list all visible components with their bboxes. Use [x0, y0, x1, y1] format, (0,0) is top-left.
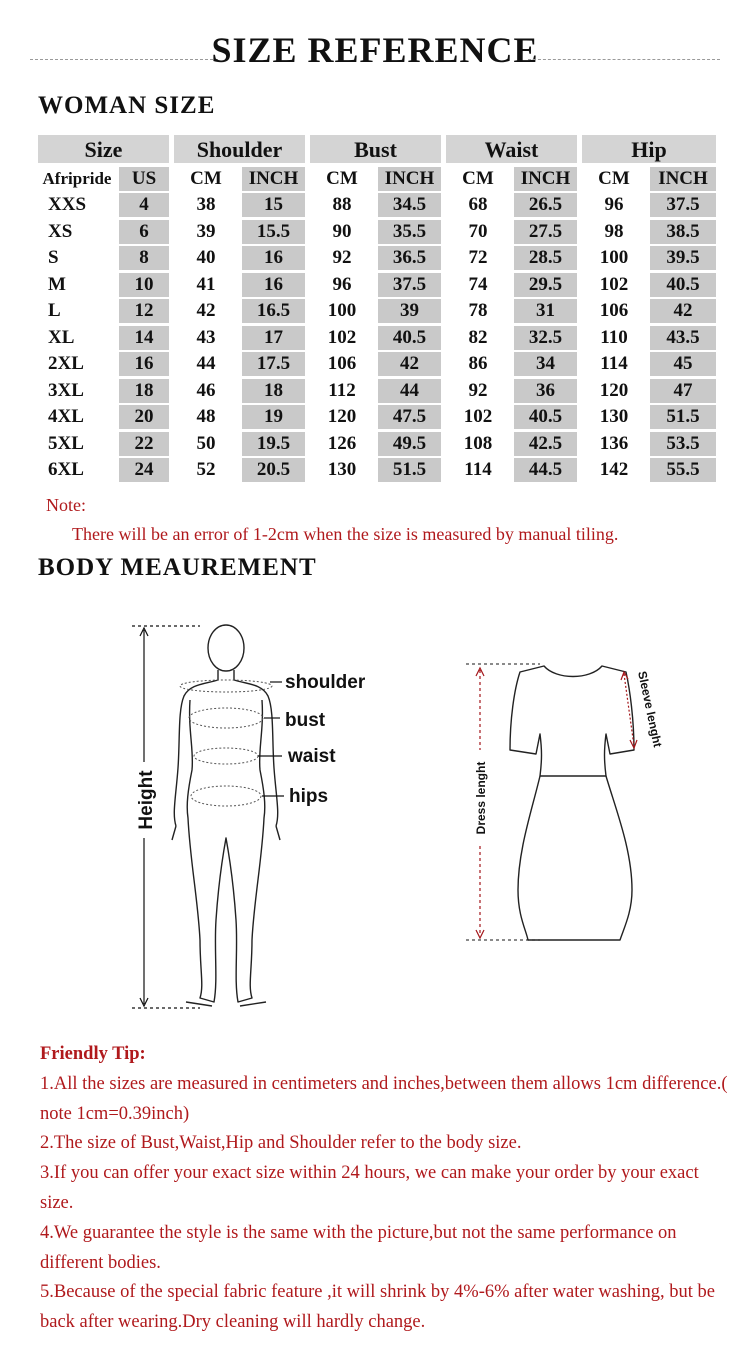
cell-waist-inch: 34: [514, 352, 577, 376]
bust-label: bust: [285, 710, 326, 731]
cell-shoulder-cm: 46: [196, 379, 216, 401]
cell-bust-inch: 39: [378, 299, 441, 323]
cell-waist-inch: 27.5: [514, 220, 577, 244]
cell-waist-inch: 29.5: [514, 273, 577, 297]
cell-hip-cm: 114: [600, 353, 628, 374]
cell-bust-inch: 44: [378, 379, 441, 403]
cell-waist-inch: 40.5: [514, 405, 577, 429]
cell-size: S: [48, 247, 59, 268]
header-bust: Bust: [310, 135, 441, 163]
cell-bust-cm: 130: [327, 459, 357, 480]
cell-shoulder-inch: 15: [242, 193, 305, 217]
cell-bust-cm: 92: [332, 247, 352, 268]
tips-title: Friendly Tip:: [40, 1044, 146, 1064]
table-row: [38, 379, 716, 403]
cell-us: 24: [119, 458, 169, 482]
cell-bust-cm: 126: [327, 432, 357, 454]
table-row: [38, 220, 716, 244]
cell-bust-inch: 42: [378, 352, 441, 376]
cell-hip-cm: 96: [604, 194, 624, 215]
cell-hip-inch: 55.5: [650, 458, 716, 482]
hips-label: hips: [289, 786, 329, 807]
measurement-figure: [0, 600, 750, 1020]
cell-shoulder-cm: 40: [196, 247, 216, 268]
cell-us: 22: [119, 432, 169, 456]
table-row: [38, 432, 716, 456]
body-silhouette: [172, 625, 280, 1006]
subheader-hip-inch: INCH: [650, 167, 716, 191]
cell-hip-cm: 136: [599, 432, 629, 454]
subheader-bust-cm: CM: [326, 168, 358, 189]
header-size: Size: [38, 135, 169, 163]
cell-bust-inch: 51.5: [378, 458, 441, 482]
subheader-shoulder-inch: INCH: [242, 167, 305, 191]
cell-waist-cm: 78: [468, 300, 488, 321]
cell-shoulder-inch: 19: [242, 405, 305, 429]
cell-shoulder-inch: 16: [242, 246, 305, 270]
size-table: [38, 135, 716, 480]
cell-waist-inch: 26.5: [514, 193, 577, 217]
cell-size: XXS: [48, 194, 87, 215]
cell-us: 10: [119, 273, 169, 297]
subheader-waist-cm: CM: [462, 168, 494, 189]
cell-size: 3XL: [48, 379, 84, 401]
page-title: SIZE REFERENCE: [211, 30, 539, 70]
header-shoulder: Shoulder: [174, 135, 305, 163]
cell-bust-inch: 36.5: [378, 246, 441, 270]
cell-size: 5XL: [48, 432, 84, 454]
cell-hip-inch: 42: [650, 299, 716, 323]
cell-size: 6XL: [48, 459, 84, 480]
cell-waist-inch: 36: [514, 379, 577, 403]
cell-bust-cm: 102: [327, 326, 357, 348]
cell-us: 12: [119, 299, 169, 323]
tip-1: 1.All the sizes are measured in centimeters and inches,between them allows 1cm difference.( note 1cm=0.39inch): [40, 1073, 728, 1124]
cell-hip-inch: 38.5: [650, 220, 716, 244]
cell-bust-cm: 120: [327, 406, 357, 427]
cell-size: XL: [48, 326, 75, 348]
cell-hip-cm: 120: [599, 379, 629, 401]
sleeve-length-label: Sleeve lenght: [635, 669, 665, 749]
cell-hip-inch: 53.5: [650, 432, 716, 456]
cell-shoulder-cm: 44: [196, 353, 216, 374]
cell-shoulder-inch: 16: [242, 273, 305, 297]
cell-shoulder-inch: 16.5: [242, 299, 305, 323]
subheader-shoulder-cm: CM: [190, 168, 222, 189]
cell-shoulder-inch: 20.5: [242, 458, 305, 482]
cell-bust-inch: 47.5: [378, 405, 441, 429]
cell-waist-cm: 82: [468, 326, 488, 348]
cell-shoulder-inch: 17.5: [242, 352, 305, 376]
tip-2: 2.The size of Bust,Waist,Hip and Shoulder refer to the body size.: [40, 1133, 522, 1154]
subheader-hip-cm: CM: [598, 168, 630, 189]
cell-bust-cm: 106: [327, 353, 357, 374]
friendly-tips: [40, 1040, 730, 1338]
cell-us: 8: [119, 246, 169, 270]
cell-bust-inch: 49.5: [378, 432, 441, 456]
cell-hip-cm: 98: [604, 220, 624, 242]
cell-shoulder-cm: 38: [196, 194, 216, 215]
table-row: [38, 326, 716, 350]
shoulder-label: shoulder: [285, 672, 366, 693]
waist-label: waist: [288, 746, 336, 767]
cell-waist-cm: 72: [468, 247, 488, 268]
cell-waist-cm: 108: [463, 432, 493, 454]
cell-us: 16: [119, 352, 169, 376]
note-label: Note:: [46, 495, 86, 515]
cell-size: M: [48, 273, 66, 295]
table-row: [38, 458, 716, 482]
cell-waist-cm: 70: [468, 220, 488, 242]
cell-bust-inch: 37.5: [378, 273, 441, 297]
cell-hip-inch: 45: [650, 352, 716, 376]
cell-size: 2XL: [48, 353, 84, 374]
cell-bust-inch: 34.5: [378, 193, 441, 217]
cell-hip-cm: 110: [600, 326, 628, 348]
cell-shoulder-inch: 17: [242, 326, 305, 350]
cell-bust-cm: 88: [332, 194, 352, 215]
cell-hip-inch: 51.5: [650, 405, 716, 429]
table-row: [38, 299, 716, 323]
woman-size-heading: WOMAN SIZE: [38, 92, 216, 119]
table-header-row: [38, 135, 716, 165]
cell-waist-cm: 86: [468, 353, 488, 374]
cell-shoulder-cm: 42: [196, 300, 216, 321]
note-text: There will be an error of 1-2cm when the size is measured by manual tiling.: [72, 524, 619, 544]
cell-us: 18: [119, 379, 169, 403]
subheader-us: US: [119, 167, 169, 191]
title-divider-right: [528, 59, 720, 60]
table-subheader-row: [38, 167, 716, 191]
table-row: [38, 405, 716, 429]
measure-lines: [180, 680, 272, 806]
cell-us: 6: [119, 220, 169, 244]
cell-waist-cm: 114: [464, 459, 492, 480]
cell-shoulder-cm: 43: [196, 326, 216, 348]
dress-length-label: Dress lenght: [474, 761, 488, 835]
cell-waist-inch: 31: [514, 299, 577, 323]
header-hip: Hip: [582, 135, 716, 163]
table-row: [38, 193, 716, 217]
cell-us: 20: [119, 405, 169, 429]
cell-shoulder-cm: 50: [196, 432, 216, 454]
cell-shoulder-cm: 41: [196, 273, 216, 295]
cell-hip-inch: 40.5: [650, 273, 716, 297]
cell-hip-cm: 142: [599, 459, 629, 480]
cell-shoulder-inch: 15.5: [242, 220, 305, 244]
cell-hip-inch: 39.5: [650, 246, 716, 270]
cell-waist-cm: 74: [468, 273, 488, 295]
cell-hip-cm: 100: [599, 247, 629, 268]
cell-bust-cm: 90: [332, 220, 352, 242]
cell-shoulder-inch: 18: [242, 379, 305, 403]
cell-shoulder-cm: 52: [196, 459, 216, 480]
title-bar: [0, 28, 750, 72]
cell-shoulder-inch: 19.5: [242, 432, 305, 456]
subheader-waist-inch: INCH: [514, 167, 577, 191]
cell-size: 4XL: [48, 406, 84, 427]
cell-hip-inch: 47: [650, 379, 716, 403]
cell-size: XS: [48, 220, 73, 242]
cell-hip-cm: 130: [599, 406, 629, 427]
cell-waist-inch: 28.5: [514, 246, 577, 270]
cell-bust-inch: 40.5: [378, 326, 441, 350]
cell-hip-cm: 106: [599, 300, 629, 321]
cell-waist-cm: 92: [468, 379, 488, 401]
cell-bust-cm: 96: [332, 273, 352, 295]
header-waist: Waist: [446, 135, 577, 163]
tip-5: 5.Because of the special fabric feature ,it will shrink by 4%-6% after water washing, but be back after wearing.Dry cleaning will hardly change.: [40, 1282, 716, 1333]
cell-bust-inch: 35.5: [378, 220, 441, 244]
cell-waist-inch: 32.5: [514, 326, 577, 350]
cell-bust-cm: 112: [328, 379, 356, 401]
dress-drawing: [510, 666, 634, 940]
cell-waist-cm: 102: [463, 406, 493, 427]
subheader-bust-inch: INCH: [378, 167, 441, 191]
cell-hip-cm: 102: [599, 273, 629, 295]
cell-bust-cm: 100: [327, 300, 357, 321]
cell-waist-cm: 68: [468, 194, 488, 215]
body-measurement-heading: BODY MEAUREMENT: [38, 554, 317, 581]
cell-us: 4: [119, 193, 169, 217]
cell-shoulder-cm: 39: [196, 220, 216, 242]
height-label: Height: [136, 770, 157, 830]
cell-size: L: [48, 300, 61, 321]
table-row: [38, 352, 716, 376]
subheader-brand: Afripride: [42, 169, 112, 188]
cell-shoulder-cm: 48: [196, 406, 216, 427]
tip-4: 4.We guarantee the style is the same with the picture,but not the same performance on different bodies.: [40, 1222, 677, 1273]
cell-us: 14: [119, 326, 169, 350]
cell-waist-inch: 42.5: [514, 432, 577, 456]
cell-hip-inch: 43.5: [650, 326, 716, 350]
cell-waist-inch: 44.5: [514, 458, 577, 482]
table-row: [38, 246, 716, 270]
tip-3: 3.If you can offer your exact size within 24 hours, we can make your order by your exact size.: [40, 1163, 699, 1213]
cell-hip-inch: 37.5: [650, 193, 716, 217]
table-row: [38, 273, 716, 297]
